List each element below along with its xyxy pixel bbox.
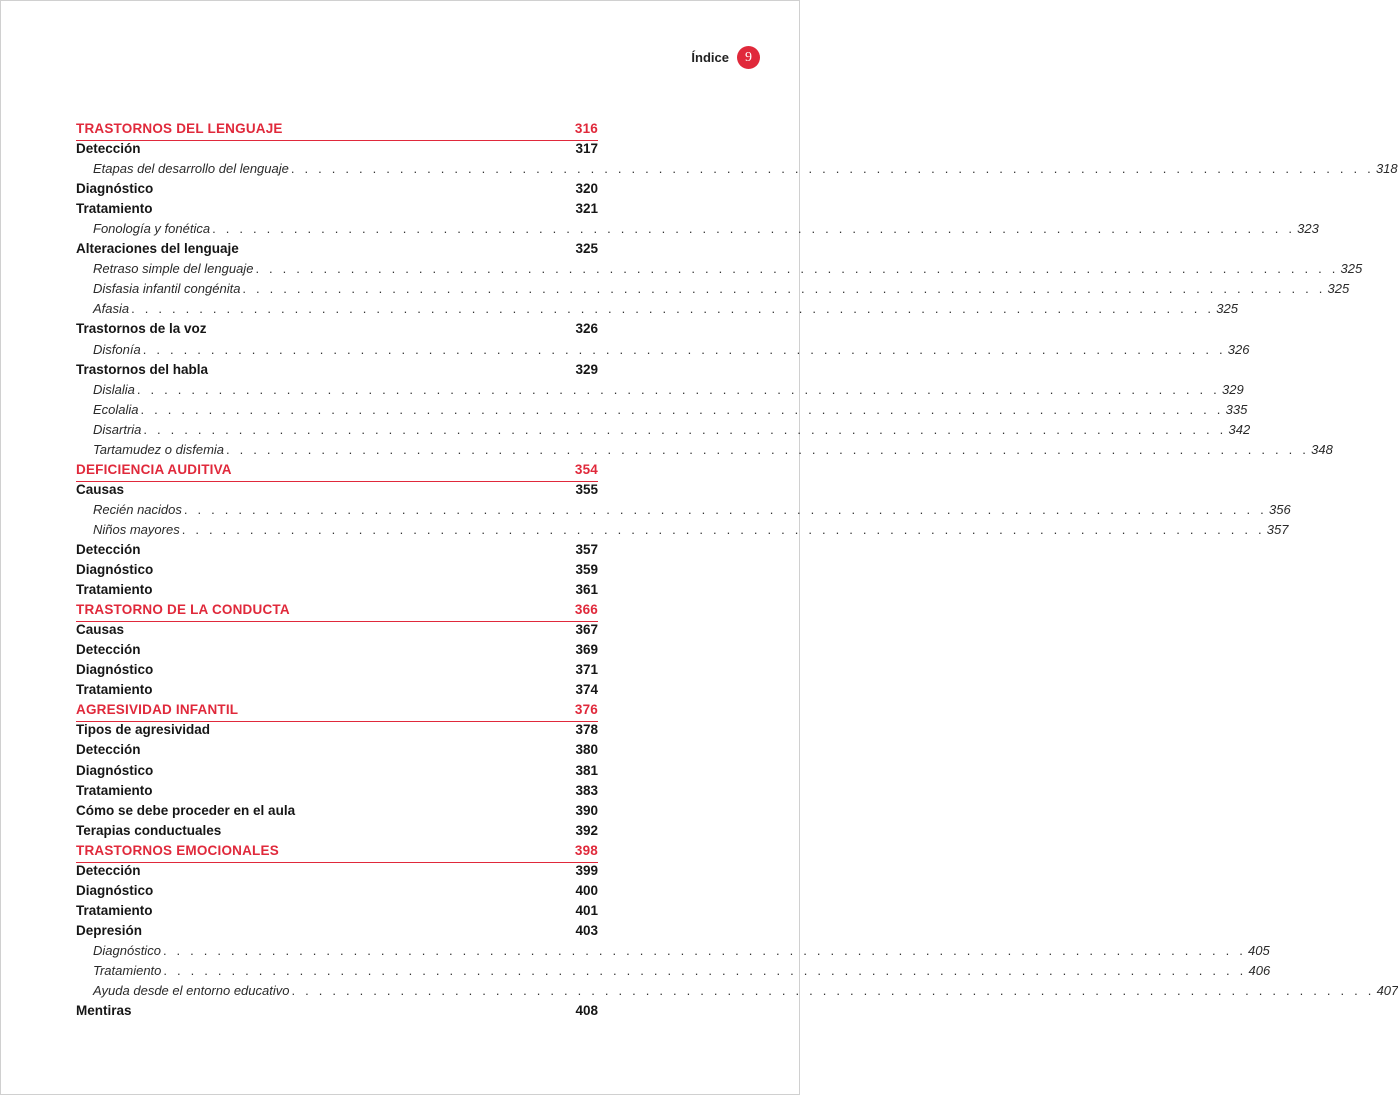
toc-entry-label: Ayuda desde el entorno educativo <box>93 983 290 999</box>
toc-entry[interactable] <box>76 662 598 682</box>
toc-subentry[interactable] <box>76 301 1238 321</box>
toc-subentry[interactable] <box>76 501 1291 522</box>
toc-page-number: 325 <box>1216 301 1238 317</box>
dot-leader: . . . . . . . . . . . . . . . . . . . . . . . . . . . . . . . . . . . . . . . . . . . . . . . . . . . . . . . . . . . . . . . . . . . . . . . . . . . . . . . . <box>290 161 1374 177</box>
toc-page-number: 329 <box>1222 381 1244 397</box>
toc-entry-label: Niños mayores <box>93 521 180 537</box>
toc-entry-label: Etapas del desarrollo del lenguaje <box>93 161 289 177</box>
toc-subentry[interactable] <box>76 381 1244 402</box>
toc-entry-label: Detección <box>76 862 141 878</box>
toc-entry-label: Retraso simple del lenguaje <box>93 261 254 277</box>
toc-page-number: 392 <box>575 822 598 838</box>
toc-entry-label: Disartria <box>93 421 142 437</box>
dot-leader: . . . . . . . . . . . . . . . . . . . . . . . . . . . . . . . . . . . . . . . . . . . . . . . . . . . . . . . . . . . . . . . . . . . . . . . . . . . . . . . . <box>131 301 1215 317</box>
toc-entry-label: Recién nacidos <box>93 501 182 517</box>
toc-entry-label: Diagnóstico <box>76 762 154 778</box>
dot-leader: . . . . . . . . . . . . . . . . . . . . . . . . . . . . . . . . . . . . . . . . . . . . . . . . . . . . . . . . . . . . . . . . . . . . . . . . . . . . . . . . <box>183 501 1267 517</box>
toc-entry[interactable] <box>76 201 598 221</box>
toc-entry-label: Mentiras <box>76 1003 132 1019</box>
toc-entry[interactable] <box>76 803 598 823</box>
toc-page-number: 381 <box>575 762 598 778</box>
toc-page-number: 321 <box>575 201 598 217</box>
toc-subentry[interactable] <box>76 942 1270 963</box>
dot-leader: . . . . . . . . . . . . . . . . . . . . . . . . . . . . . . . . . . . . . . . . . . . . . . . . . . . . . . . . . . . . . . . . . . . . . . . . . . . . . . . . <box>143 421 1227 437</box>
dot-leader: . . . . . . . . . . . . . . . . . . . . . . . . . . . . . . . . . . . . . . . . . . . . . . . . . . . . . . . . . . . . . . . . . . . . . . . . . . . . . . . . <box>136 381 1220 397</box>
toc-subentry[interactable] <box>76 441 1333 462</box>
toc-page-number: 405 <box>1248 942 1270 958</box>
toc-entry-label: Tratamiento <box>76 782 153 798</box>
toc-entry-label: Disfonía <box>93 341 141 357</box>
toc-page-number: 323 <box>1297 221 1319 237</box>
toc-page-number: 357 <box>575 541 598 557</box>
toc-page-number: 348 <box>1311 441 1333 457</box>
page-number-badge: 9 <box>737 46 760 69</box>
toc-page-number: 380 <box>575 742 598 758</box>
toc-entry[interactable] <box>76 582 598 602</box>
toc-entry[interactable] <box>76 903 598 923</box>
toc-page-number: 326 <box>1227 341 1250 357</box>
toc-entry-label: Disfasia infantil congénita <box>93 281 241 297</box>
toc-subentry[interactable] <box>76 221 1319 241</box>
dot-leader: . . . . . . . . . . . . . . . . . . . . . . . . . . . . . . . . . . . . . . . . . . . . . . . . . . . . . . . . . . . . . . . . . . . . . . . . . . . . . . . . <box>242 281 1326 297</box>
toc-section-heading[interactable] <box>76 702 598 722</box>
toc-entry-label: DEFICIENCIA AUDITIVA <box>76 461 232 477</box>
toc-subentry[interactable] <box>76 161 1398 181</box>
table-of-contents <box>76 121 1398 1023</box>
toc-entry-label: Tipos de agresividad <box>76 722 211 738</box>
toc-entry-label: Tratamiento <box>76 201 153 217</box>
toc-entry-label: Diagnóstico <box>93 942 161 958</box>
toc-page-number: 401 <box>575 902 598 918</box>
toc-page-number: 408 <box>575 1003 598 1019</box>
toc-entry-label: Diagnóstico <box>76 562 154 578</box>
toc-entry[interactable] <box>76 241 598 261</box>
toc-page-number: 371 <box>575 662 598 678</box>
toc-page-number: 367 <box>575 622 598 638</box>
toc-section-heading[interactable] <box>76 462 598 482</box>
toc-entry-label: Detección <box>76 141 141 157</box>
toc-entry-label: Depresión <box>76 922 143 938</box>
toc-entry-label: TRASTORNO DE LA CONDUCTA <box>76 602 290 618</box>
dot-leader: . . . . . . . . . . . . . . . . . . . . . . . . . . . . . . . . . . . . . . . . . . . . . . . . . . . . . . . . . . . . . . . . . . . . . . . . . . . . . . . . <box>255 261 1339 277</box>
toc-entry-label: Diagnóstico <box>76 882 154 898</box>
toc-entry[interactable] <box>76 321 598 341</box>
toc-entry-label: Trastornos de la voz <box>76 321 207 337</box>
toc-page-number: 335 <box>1225 401 1248 417</box>
toc-subentry[interactable] <box>76 983 1398 1003</box>
toc-entry[interactable] <box>76 742 598 762</box>
toc-entry[interactable] <box>76 642 598 662</box>
toc-page-number: 399 <box>575 862 598 878</box>
toc-entry-label: Ecolalia <box>93 401 139 417</box>
toc-page-number: 407 <box>1376 983 1398 999</box>
toc-page-number: 316 <box>574 121 598 136</box>
toc-page-number: 329 <box>575 361 598 377</box>
toc-subentry[interactable] <box>76 281 1350 301</box>
toc-entry-label: Trastornos del habla <box>76 361 209 377</box>
toc-page-number: 374 <box>575 682 598 698</box>
dot-leader: . . . . . . . . . . . . . . . . . . . . . . . . . . . . . . . . . . . . . . . . . . . . . . . . . . . . . . . . . . . . . . . . . . . . . . . . . . . . . . . . <box>212 221 1296 237</box>
toc-page-number: 325 <box>575 241 598 257</box>
toc-page-number: 403 <box>575 922 598 938</box>
toc-entry[interactable] <box>76 562 598 582</box>
toc-entry-label: Detección <box>76 541 141 557</box>
toc-entry[interactable] <box>76 722 598 742</box>
toc-page-number: 361 <box>575 582 598 598</box>
toc-page-number: 325 <box>1340 261 1363 277</box>
toc-page-number: 376 <box>574 702 598 718</box>
toc-entry[interactable] <box>76 682 598 702</box>
toc-entry-label: Causas <box>76 622 125 638</box>
toc-entry[interactable] <box>76 141 598 161</box>
toc-entry[interactable] <box>76 923 598 943</box>
toc-entry-label: Alteraciones del lenguaje <box>76 241 239 257</box>
toc-entry[interactable] <box>76 482 598 502</box>
toc-page-number: 378 <box>575 722 598 738</box>
toc-entry-label: Afasia <box>93 301 130 317</box>
toc-entry-label: TRASTORNOS EMOCIONALES <box>76 842 279 858</box>
toc-entry[interactable] <box>76 622 598 642</box>
toc-page-number: 357 <box>1266 521 1289 537</box>
toc-page-number: 326 <box>575 321 598 337</box>
toc-entry-label: Detección <box>76 642 141 658</box>
toc-page-number: 320 <box>575 181 598 197</box>
toc-page-number: 355 <box>575 481 598 497</box>
toc-entry-label: Terapias conductuales <box>76 822 222 838</box>
toc-subentry[interactable] <box>76 261 1363 281</box>
toc-entry-label: Fonología y fonética <box>93 221 211 237</box>
toc-section-heading[interactable] <box>76 602 598 622</box>
toc-entry-label: TRASTORNOS DEL LENGUAJE <box>76 121 283 136</box>
toc-entry-label: Detección <box>76 742 141 758</box>
toc-page-number: 383 <box>575 782 598 798</box>
toc-subentry[interactable] <box>76 341 1250 362</box>
toc-entry-label: Tratamiento <box>93 962 162 978</box>
toc-subentry[interactable] <box>76 421 1251 442</box>
dot-leader: . . . . . . . . . . . . . . . . . . . . . . . . . . . . . . . . . . . . . . . . . . . . . . . . . . . . . . . . . . . . . . . . . . . . . . . . . . . . . . . . <box>142 341 1226 357</box>
toc-entry-label: Causas <box>76 481 125 497</box>
toc-page-number: 400 <box>575 882 598 898</box>
toc-page-number: 406 <box>1248 962 1271 978</box>
toc-page-number: 317 <box>575 141 598 157</box>
toc-page-number: 354 <box>574 461 598 477</box>
toc-subentry[interactable] <box>76 521 1289 542</box>
toc-subentry[interactable] <box>76 962 1271 983</box>
toc-page-number: 366 <box>574 602 598 618</box>
dot-leader: . . . . . . . . . . . . . . . . . . . . . . . . . . . . . . . . . . . . . . . . . . . . . . . . . . . . . . . . . . . . . . . . . . . . . . . . . . . . . . . . <box>291 983 1375 999</box>
toc-page-number: 369 <box>575 642 598 658</box>
toc-entry[interactable] <box>76 542 598 562</box>
toc-entry[interactable] <box>76 863 598 883</box>
toc-entry-label: Tartamudez o disfemia <box>93 441 225 457</box>
toc-entry[interactable] <box>76 883 598 903</box>
dot-leader: . . . . . . . . . . . . . . . . . . . . . . . . . . . . . . . . . . . . . . . . . . . . . . . . . . . . . . . . . . . . . . . . . . . . . . . . . . . . . . . . <box>163 962 1247 978</box>
dot-leader: . . . . . . . . . . . . . . . . . . . . . . . . . . . . . . . . . . . . . . . . . . . . . . . . . . . . . . . . . . . . . . . . . . . . . . . . . . . . . . . . <box>162 942 1247 958</box>
page-header <box>691 46 760 69</box>
toc-entry[interactable] <box>76 823 598 843</box>
toc-entry[interactable] <box>76 362 598 382</box>
toc-section-heading[interactable] <box>76 121 598 141</box>
toc-entry-label: Tratamiento <box>76 902 153 918</box>
toc-entry[interactable] <box>76 763 598 783</box>
toc-entry[interactable] <box>76 783 598 803</box>
header-title: Índice <box>691 50 729 65</box>
toc-entry-label: AGRESIVIDAD INFANTIL <box>76 702 239 718</box>
dot-leader: . . . . . . . . . . . . . . . . . . . . . . . . . . . . . . . . . . . . . . . . . . . . . . . . . . . . . . . . . . . . . . . . . . . . . . . . . . . . . . . . <box>226 441 1310 457</box>
dot-leader: . . . . . . . . . . . . . . . . . . . . . . . . . . . . . . . . . . . . . . . . . . . . . . . . . . . . . . . . . . . . . . . . . . . . . . . . . . . . . . . . <box>140 401 1224 417</box>
toc-subentry[interactable] <box>76 401 1248 422</box>
toc-entry[interactable] <box>76 181 598 201</box>
toc-entry-label: Dislalia <box>93 381 135 397</box>
toc-entry-label: Tratamiento <box>76 582 153 598</box>
toc-page-number: 342 <box>1228 421 1251 437</box>
dot-leader: . . . . . . . . . . . . . . . . . . . . . . . . . . . . . . . . . . . . . . . . . . . . . . . . . . . . . . . . . . . . . . . . . . . . . . . . . . . . . . . . <box>181 521 1265 537</box>
toc-entry-label: Diagnóstico <box>76 662 154 678</box>
toc-entry[interactable] <box>76 1003 598 1023</box>
toc-entry-label: Diagnóstico <box>76 181 154 197</box>
toc-page-number: 318 <box>1375 161 1398 177</box>
toc-page-number: 359 <box>575 562 598 578</box>
toc-entry-label: Tratamiento <box>76 682 153 698</box>
toc-page-number: 398 <box>574 842 598 858</box>
toc-page-number: 325 <box>1327 281 1350 297</box>
toc-page-number: 390 <box>575 802 598 818</box>
toc-page-number: 356 <box>1268 501 1291 517</box>
toc-section-heading[interactable] <box>76 843 598 863</box>
toc-entry-label: Cómo se debe proceder en el aula <box>76 802 296 818</box>
